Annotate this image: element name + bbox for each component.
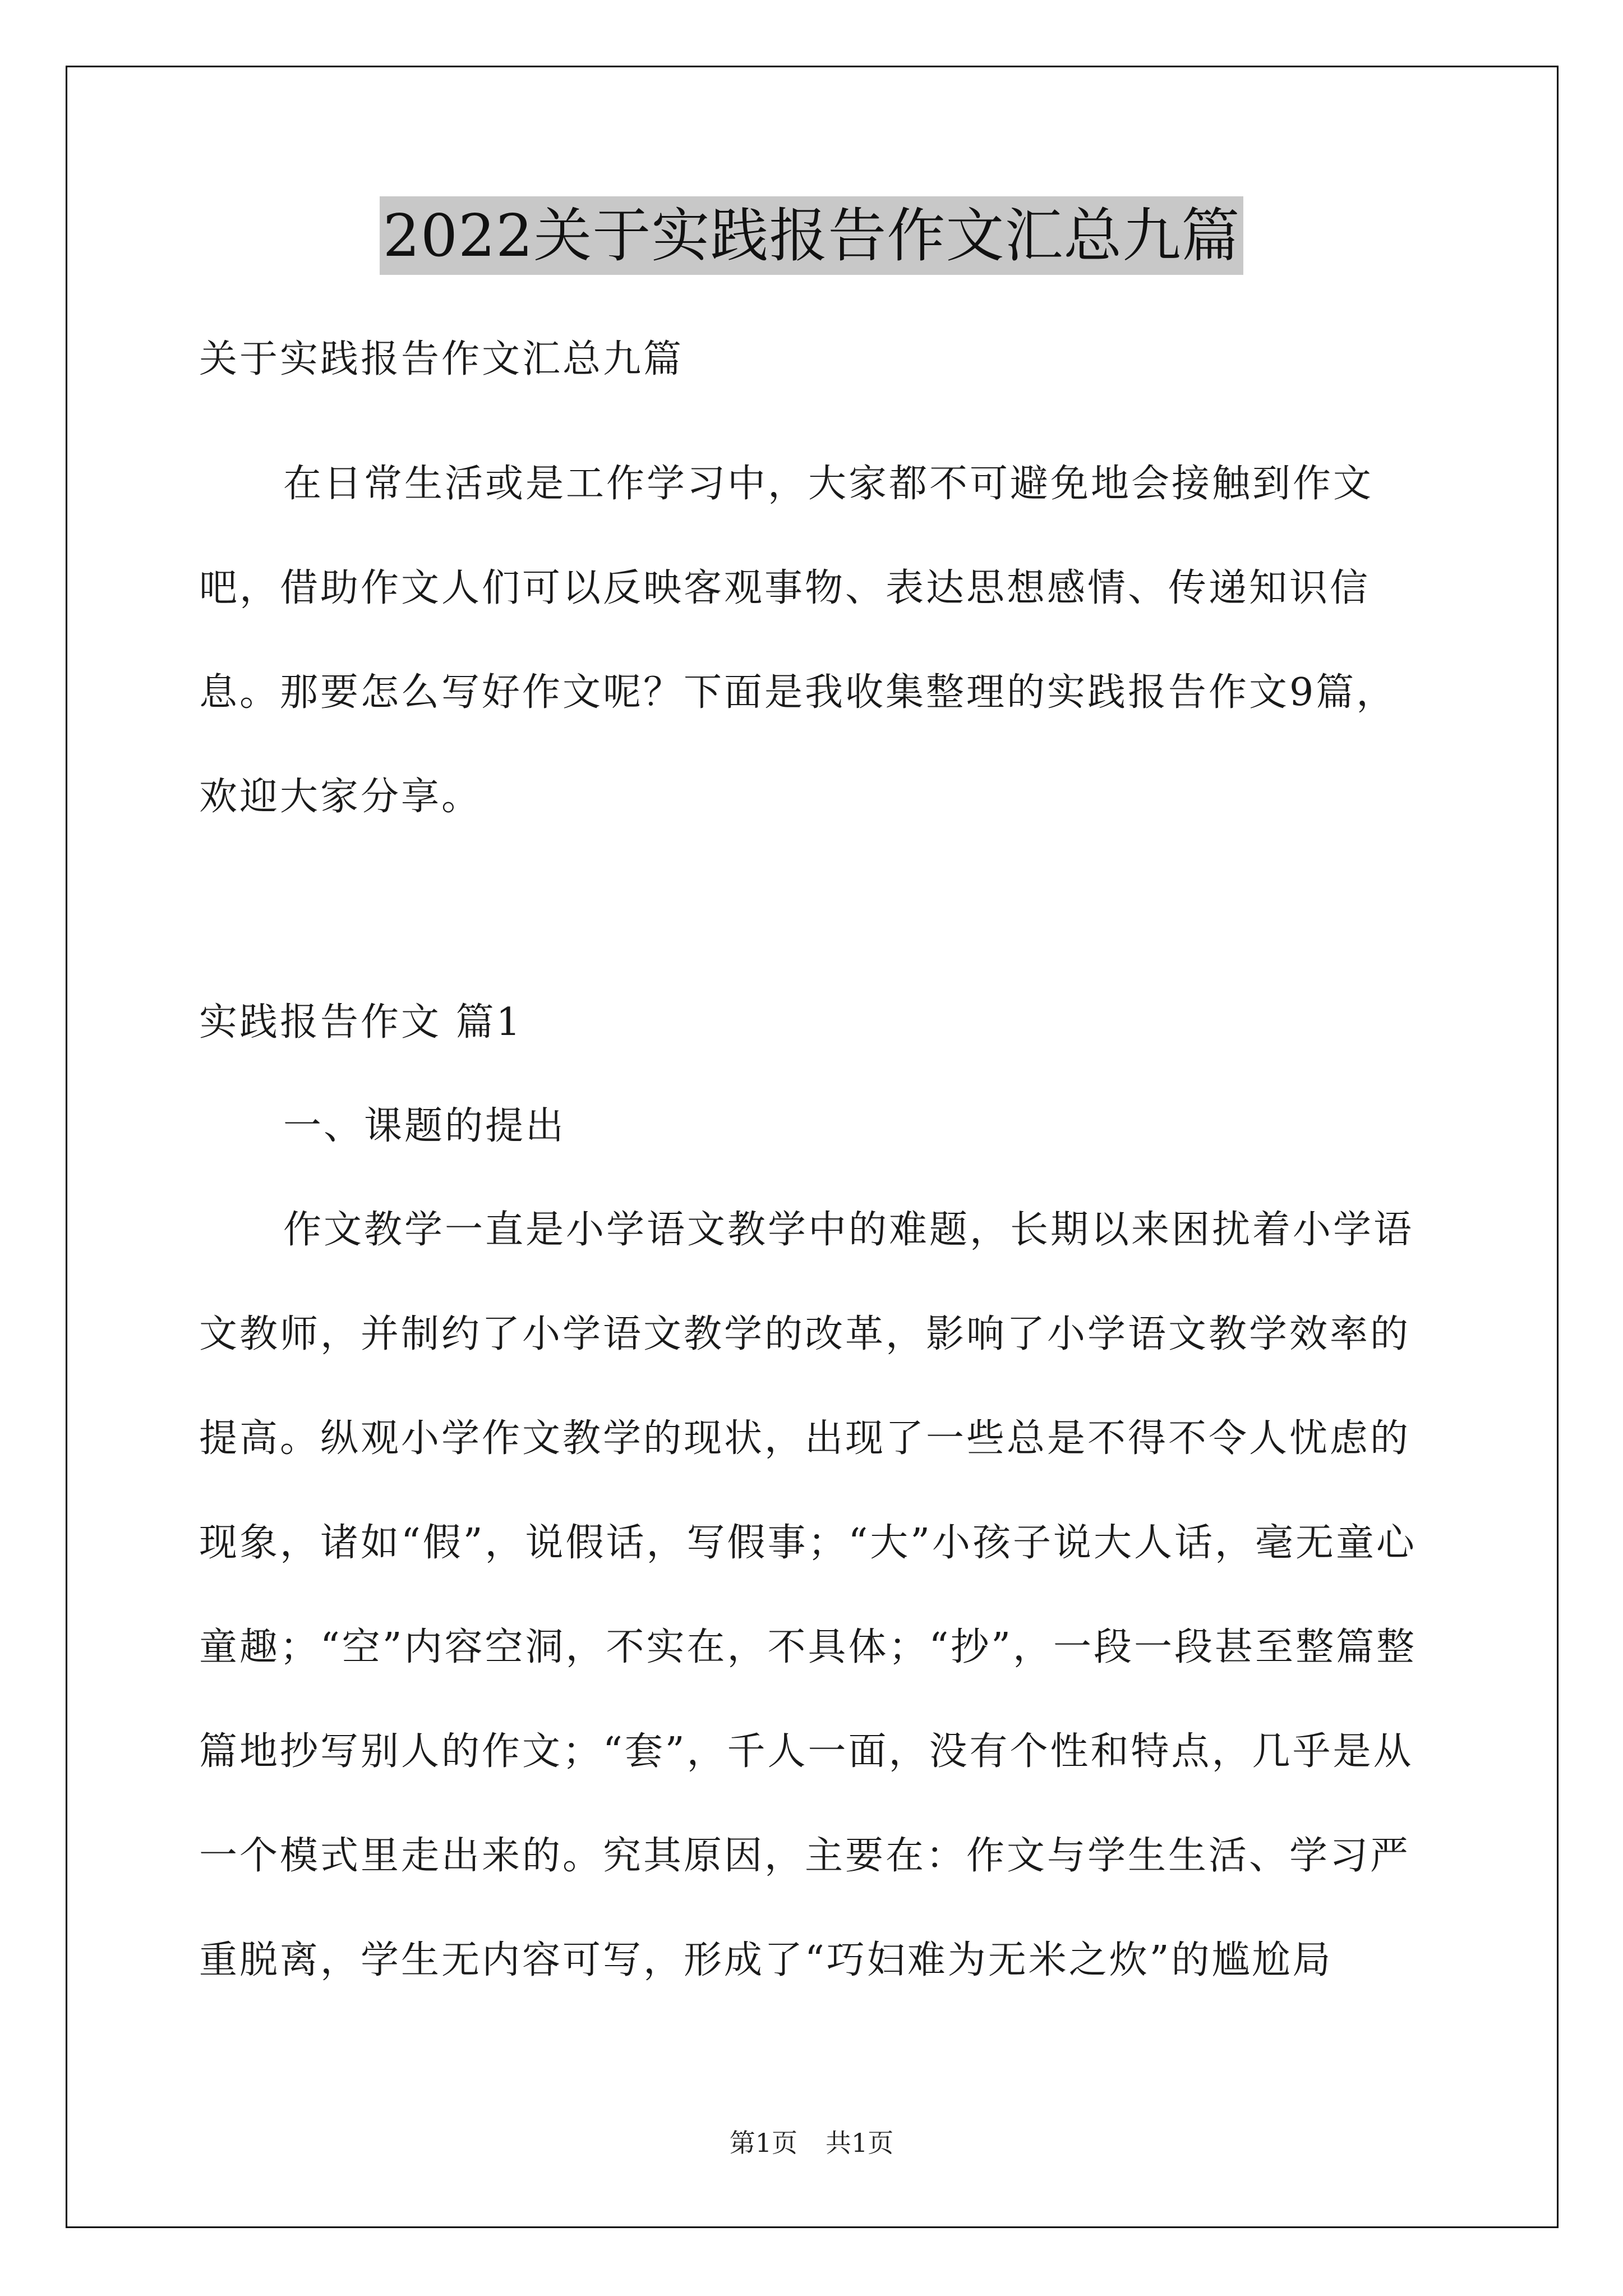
document-subtitle: 关于实践报告作文汇总九篇 (199, 337, 684, 381)
title-container (0, 196, 1623, 275)
body-paragraph: 作文教学一直是小学语文教学中的难题，长期以来困扰着小学语文教师，并制约了小学语文教学的改革，影响了小学语文教学效率的提高。纵观小学作文教学的现状，出现了一些总是不得不令人忧虑的现象，诸如“假”，说假话，写假事；“大”小孩子说大人话，毫无童心童趣；“空”内容空洞，不实在，不具体；“抄”，一段一段甚至整篇整篇地抄写别人的作文；“套”，千人一面，没有个性和特点，几乎是从一个模式里走出来的。究其原因，主要在：作文与学生生活、学习严重脱离，学生无内容可写，形成了“巧妇难为无米之炊”的尴尬局 (199, 1208, 1417, 1982)
section-subheading: 一、课题的提出 (283, 1104, 566, 1148)
intro-paragraph: 在日常生活或是工作学习中，大家都不可避免地会接触到作文吧，借助作文人们可以反映客观事物、表达思想感情、传递知识信息。那要怎么写好作文呢？下面是我收集整理的实践报告作文9篇，欢迎大家分享。 (199, 462, 1397, 819)
document-title: 2022关于实践报告作文汇总九篇 (380, 196, 1244, 275)
page-footer (0, 2126, 1623, 2160)
page-number-current: 第1页 (729, 2128, 797, 2158)
section-heading: 实践报告作文 篇1 (199, 1000, 523, 1045)
page-number-total: 共1页 (826, 2128, 894, 2158)
